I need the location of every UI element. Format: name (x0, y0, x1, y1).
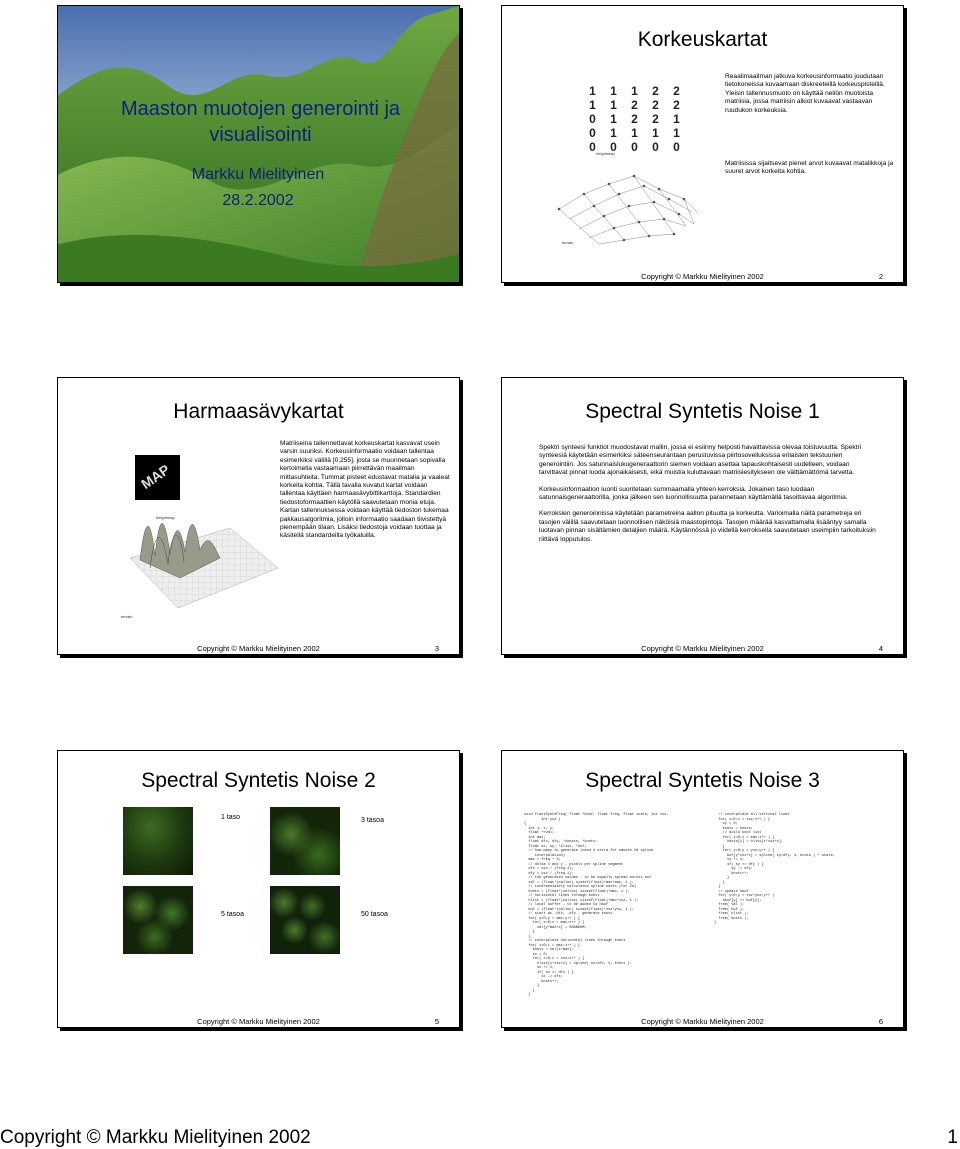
copyright: Copyright © Markku Mielityinen 2002 (641, 272, 764, 281)
matrix-cell: 2 (652, 98, 659, 112)
heightmap-matrix (582, 84, 687, 154)
terrain-render (120, 498, 280, 610)
matrix-cell: 0 (589, 140, 596, 154)
matrix-cell: 1 (673, 126, 680, 140)
title-line-2: visualisointi (209, 124, 312, 146)
slide-text: Matriiseina tallennettavat korkeuskartat kasvavat usein varsin suuriksi. Korkeusinformaatio voidaan tallentaa esimerkiksi välillä [0,255], josta se muunnetaan sopivalla kertoimella vastaamaan piirrettävän maailman mittasuhteita. Tummat pisteet edustavat matalia ja vaaleat korkeita kohtia. Tällä tavalla kuvatut kartat voidaan tallentaa käyttäen harmaasävybittikarttoja. Standardien tiedostoformaattien käytöllä saavutetaan monia etuja. Kartan tallennuksessa voidaan käyttää tiedoston tukemaa pakkausalgoritmia, jolloin informaatio saadaan tiivistettyä pienempään tilaan. Lisäksi tiedostoja voidaan tuottaa ja käsitellä standardeilla työkaluilla. (280, 440, 450, 540)
matrix-cell: 1 (610, 126, 617, 140)
slide-1 (57, 5, 460, 283)
title-line-1: Maaston muotojen generointi ja (120, 98, 401, 120)
slide-number: 6 (878, 1017, 883, 1026)
slide-text-1: Reaalimaailman jatkuva korkeusinformaatio joudutaan tietokoneissa kuvaamaan diskreeteillä korkeuspisteillä. Yleisin tallennusmuoto on käyttää neliön muotoista matriisia, jossa matriisin alkiot kuvaavat vastaavan ruudukon korkeuksia. (725, 73, 885, 114)
paragraph: Kerroksien generoinnissa käytetään parametreina aallon pituutta ja korkeutta. Varioimalla näitä parametreja eri tasojen välillä saavutetaan luonnollisen näköisiä maastopintoja. Tasojen määrää kasvattamalla lisääntyy samalla luotavan pinnan sisältämien detaljien määrä. Käytännössä jo viidellä kerroksella saavutetaan useimpiin tarkoituksiin riittävä lopputulos. (539, 510, 876, 543)
map-text: MAP (138, 461, 173, 493)
paragraph: Spektri synteesi funktiot muodostavat mallin, jossa ei esiinny helposti havaittavissa olevaa toistuvuutta. Spektri synteesiä käytetään esimerkiksi säteenseurantaan perustuvissa piirtosovelluksissa erilaisten tekstuurien generointiin. Jos satunnaislukugeneraattorin siemen voidaan asettaa tapauskohtaisesti uudelleen, voidaan tarvittavat pinnat luoda ajonaikaisesti, eikä muistia kuluttavaan matriisiesitykseen ole välttämättömä tarvetta. (539, 444, 862, 477)
matrix-cell: 2 (652, 112, 659, 126)
terrain-wireframe (554, 164, 704, 250)
matrix-cell: 1 (652, 126, 659, 140)
matrix-cell: 2 (652, 84, 659, 98)
noise-5-level-image (123, 886, 193, 954)
noise-1-level-image (123, 807, 193, 875)
copyright: Copyright © Markku Mielityinen 2002 (641, 644, 764, 653)
noise-3-level-image (270, 807, 340, 875)
matrix-cell: 2 (673, 84, 680, 98)
terrain-label: terrain (121, 614, 133, 619)
paragraph: Korkeusinformaation luonti suoritetaan summaamalla yhteen kerroksia. Jokainen taso luodaan satunnaisgeneraattorilla, jonka jälkeen sen luonnollisuutta parannetaan käyttämällä tasoittavaa algoritmia. (539, 485, 848, 502)
code-block-left: void fractSynthFreq( float *hbuf, float freq, float scale, int xsz, int ysz ) { int i, x, y; float *rval; int max; float dfx, dfy, *xknots, *knots; float sx, sy, *klist, *buf; // how many to generate (need 4 extra for smooth 2d spline interpolation) max = freq + 3; // delta x and y - pixels per spline segment dfx = xsz / (freq-1); dfy = ysz / (freq-1); // the generated values - to be equally spread across buf val = (float*)calloc( sizeof(float)*max*max, 1 ); // intermediately calculated spline knots (for 2d) knots = (float*)calloc( sizeof(float)*max, 1 ); // horizontal lines through knots hlist = (float*)calloc( sizeof(float)*max*xsz, 1 ); // local buffer - to be added to hbuf buf = (float*)calloc( sizeof(float)*xsz*ysz, 1 ); // start at -dfx, -dfy - generate knots for( y=0;y < max;y++ ) { for( x=0;x < max;x++ ) { val[y*max+x] = SRANDOM; } } // interpolate horizontal lines through knots for( i=0;i < max;i++ ) { knots = val[i*max]; sx = 0; for( x=0;x < xsz;x++ ) { hlist[i*xsz+x] = spline( sx/dfx, 4, knots ); sx += 1; if( sx >= dfx ) { sx -= dfx; knots++; } } } (524, 813, 669, 997)
author: Markku Mielityinen (191, 166, 325, 183)
matrix-cell: 1 (589, 84, 596, 98)
slide-number: 4 (878, 644, 883, 653)
matrix-cell: 1 (673, 112, 680, 126)
matrix-cell: 2 (673, 98, 680, 112)
matrix-cell: 2 (631, 112, 638, 126)
slide-text-2: Matriisissa sijaitsevat pienet arvot kuvaavat matalikkoja ja suuret arvot korkeita kohtia. (725, 160, 894, 176)
matrix-cell: 0 (610, 140, 617, 154)
noise-50-level-image (270, 886, 340, 954)
matrix-cell: 1 (610, 98, 617, 112)
slide-4 (501, 377, 904, 655)
slide-title: Korkeuskartat (637, 28, 768, 51)
page-footer-copyright: Copyright © Markku Mielityinen 2002 (0, 1127, 311, 1148)
matrix-cell: 1 (631, 126, 638, 140)
slide-2 (501, 5, 904, 283)
matrix-cell: 1 (631, 84, 638, 98)
matrix-row (582, 126, 687, 140)
matrix-cell: 1 (610, 84, 617, 98)
matrix-cell: 0 (589, 126, 596, 140)
copyright: Copyright © Markku Mielityinen 2002 (197, 1017, 320, 1026)
slide-number: 2 (878, 272, 883, 281)
copyright: Copyright © Markku Mielityinen 2002 (197, 644, 320, 653)
presentation-title (88, 96, 433, 148)
slide-title: Harmaasävykartat (173, 400, 344, 423)
heightmap-label: heightmap (596, 151, 615, 156)
label-50-tasoa: 50 tasoa (361, 911, 388, 918)
date: 28.2.2002 (222, 192, 294, 209)
heightmap-label: heightmap (156, 515, 175, 520)
matrix-cell: 2 (631, 98, 638, 112)
label-5-tasoa: 5 tasoa (221, 911, 244, 918)
label-1-taso: 1 taso (221, 814, 241, 821)
slide-6 (501, 750, 904, 1028)
copyright: Copyright © Markku Mielityinen 2002 (641, 1017, 764, 1026)
slide-5 (57, 750, 460, 1028)
matrix-row (582, 84, 687, 98)
slide-number: 3 (434, 644, 439, 653)
matrix-cell: 0 (589, 112, 596, 126)
page-number: 1 (947, 1127, 958, 1148)
heightmap-image (135, 455, 180, 500)
slide-3 (57, 377, 460, 655)
slide-text (539, 444, 879, 552)
slide-title: Spectral Syntetis Noise 2 (141, 769, 376, 792)
matrix-cell: 0 (631, 140, 638, 154)
slide-number: 5 (434, 1017, 439, 1026)
label-3-tasoa: 3 tasoa (361, 817, 384, 824)
matrix-row (582, 98, 687, 112)
slide-title: Spectral Syntetis Noise 3 (585, 769, 820, 792)
code-block-right: // interpolate all vertical lines for( x=0;x < xsz;x++ ) { sy = 0; knots = knots; // build knot list for( i=0;i < max;i++ ) { knots[i] = hlist[i*xsz+x]; } for( y=0;y < ysz;y++ ) { buf[y*xsz+x] = spline( sy/dfy, 4, knots ) * scale; sy += 1; if( sy >= dfy ) { sy -= dfy; knots++; } } } // update hbuf for( y=0;y < xsz*ysz;y++ ) hbuf[y] += buf[y]; free( val ); free( buf ); free( hlist ); free( knots ); } (714, 813, 835, 925)
terrain-label: terrain (562, 240, 574, 245)
matrix-cell: 1 (589, 98, 596, 112)
matrix-row (582, 112, 687, 126)
matrix-cell: 0 (652, 140, 659, 154)
matrix-cell: 0 (673, 140, 680, 154)
slide-title: Spectral Syntetis Noise 1 (585, 400, 820, 423)
matrix-cell: 1 (610, 112, 617, 126)
